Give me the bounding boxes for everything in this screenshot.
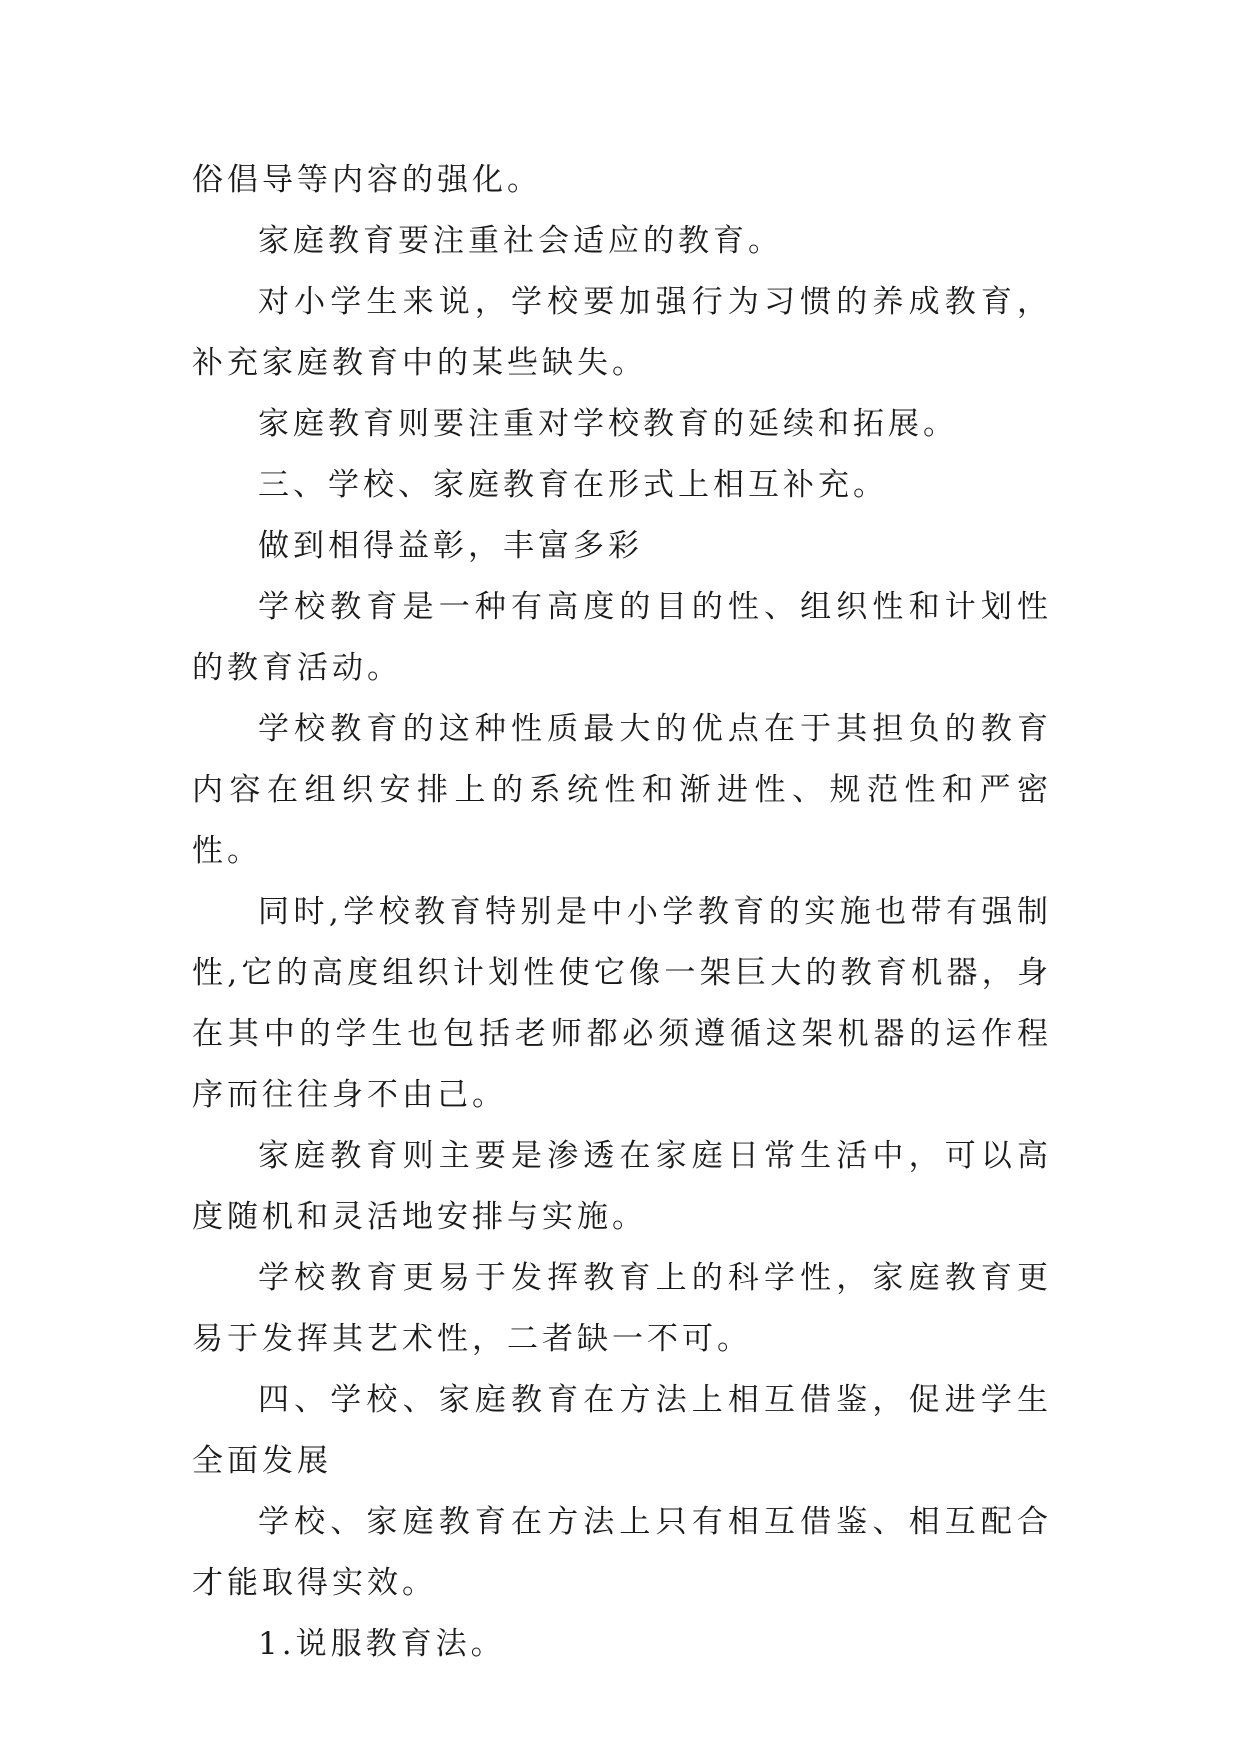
paragraph: 学校、家庭教育在方法上只有相互借鉴、相互配合才能取得实效。 (192, 1504, 1052, 1601)
paragraph: 学校教育是一种有高度的目的性、组织性和计划性的教育活动。 (192, 589, 1052, 686)
section-heading: 三、学校、家庭教育在形式上相互补充。 (258, 467, 888, 503)
paragraph: 学校教育更易于发挥教育上的科学性，家庭教育更易于发挥其艺术性，二者缺一不可。 (192, 1260, 1052, 1357)
list-item: 1.说服教育法。 (258, 1626, 506, 1662)
paragraph: 学校教育的这种性质最大的优点在于其担负的教育内容在组织安排上的系统性和渐进性、规范性和严密性。 (192, 711, 1052, 869)
paragraph: 做到相得益彰，丰富多彩 (258, 528, 643, 564)
paragraph-continuation: 俗倡导等内容的强化。 (192, 162, 542, 198)
paragraph: 家庭教育则要注重对学校教育的延续和拓展。 (258, 406, 958, 442)
paragraph: 对小学生来说，学校要加强行为习惯的养成教育，补充家庭教育中的某些缺失。 (192, 284, 1052, 381)
paragraph: 家庭教育则主要是渗透在家庭日常生活中，可以高度随机和灵活地安排与实施。 (192, 1138, 1052, 1235)
section-heading: 四、学校、家庭教育在方法上相互借鉴，促进学生全面发展 (192, 1382, 1052, 1479)
document-body (192, 150, 1052, 1675)
paragraph: 家庭教育要注重社会适应的教育。 (258, 223, 783, 259)
paragraph: 同时,学校教育特别是中小学教育的实施也带有强制性,它的高度组织计划性使它像一架巨大的教育机器，身在其中的学生也包括老师都必须遵循这架机器的运作程序而往往身不由己。 (192, 894, 1052, 1113)
